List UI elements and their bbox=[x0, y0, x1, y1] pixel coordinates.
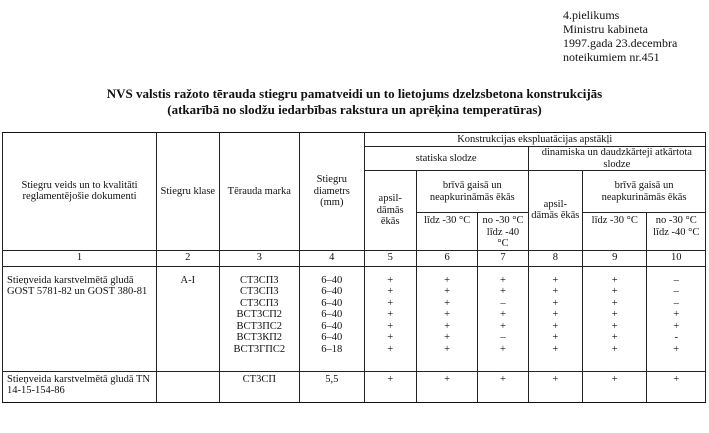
document-title: NVS valstis ražoto tērauda stiegru pamatveidi un to lietojums dzelzsbetona konstrukcijās bbox=[106, 86, 603, 101]
usage-mark: + bbox=[500, 320, 506, 332]
dynamic-minus40-marks bbox=[647, 266, 706, 371]
table-row-group2 bbox=[3, 371, 706, 402]
diameter-value: 5,5 bbox=[300, 371, 364, 402]
usage-mark: + bbox=[611, 309, 618, 321]
usage-mark: - bbox=[674, 332, 678, 344]
steel-grade: ВСТ3СП2 bbox=[236, 309, 283, 321]
usage-mark: – bbox=[500, 297, 506, 309]
diameter-value: 6–40 bbox=[321, 320, 343, 332]
diameter-list bbox=[300, 266, 364, 371]
header-dynamic-heated: apsil-dāmās ēkās bbox=[528, 171, 582, 251]
header-dynamic-open-air: brīvā gaisā un neapkurināmās ēkās bbox=[583, 171, 706, 213]
header-static-open-air: brīvā gaisā un neapkurināmās ēkās bbox=[416, 171, 528, 213]
usage-mark: + bbox=[500, 286, 506, 298]
usage-mark: + bbox=[444, 274, 451, 286]
steel-grade: ВСТ3ГПС2 bbox=[233, 344, 286, 356]
usage-mark: + bbox=[387, 344, 394, 356]
usage-mark: + bbox=[611, 344, 618, 356]
column-number: 1 bbox=[3, 250, 157, 266]
usage-mark: – bbox=[673, 274, 679, 286]
header-dynamic-to-minus30: līdz -30 °C bbox=[583, 213, 647, 251]
reinforcement-class: A-I bbox=[157, 266, 219, 371]
steel-grade: СТ3СП3 bbox=[240, 297, 279, 309]
usage-mark: + bbox=[552, 309, 559, 321]
usage-mark: – bbox=[673, 297, 679, 309]
header-static-heated: apsil-dāmās ēkās bbox=[364, 171, 416, 251]
steel-grade: ВСТ3КП2 bbox=[236, 332, 283, 344]
usage-mark: + bbox=[387, 297, 394, 309]
column-number-row bbox=[3, 250, 706, 266]
column-number: 3 bbox=[219, 250, 300, 266]
usage-mark: + bbox=[478, 371, 528, 402]
diameter-value: 6–40 bbox=[321, 309, 343, 321]
usage-mark: + bbox=[387, 332, 394, 344]
header-dynamic-to-minus40: no -30 °C līdz -40 °C bbox=[647, 213, 706, 251]
dynamic-heated-marks bbox=[528, 266, 582, 371]
steel-grade: ВСТ3ПС2 bbox=[236, 320, 283, 332]
static-heated-marks bbox=[364, 266, 416, 371]
usage-mark: + bbox=[444, 332, 451, 344]
usage-mark: – bbox=[673, 286, 679, 298]
header-static-to-minus30: līdz -30 °C bbox=[416, 213, 477, 251]
annex-issuer: Ministru kabineta bbox=[563, 22, 648, 36]
usage-mark: + bbox=[387, 320, 394, 332]
usage-mark: + bbox=[500, 344, 506, 356]
usage-mark: + bbox=[444, 320, 451, 332]
usage-mark: + bbox=[500, 309, 506, 321]
usage-mark: + bbox=[444, 297, 451, 309]
column-number: 6 bbox=[416, 250, 477, 266]
usage-mark: + bbox=[673, 320, 680, 332]
usage-mark: + bbox=[552, 332, 559, 344]
usage-mark: + bbox=[611, 286, 618, 298]
usage-mark: + bbox=[444, 309, 451, 321]
document-subtitle: (atkarībā no slodžu iedarbības rakstura un aprēķina temperatūras) bbox=[167, 102, 542, 117]
dynamic-minus30-marks bbox=[583, 266, 647, 371]
header-operating-conditions: Konstrukcijas ekspluatācijas apstākļi bbox=[364, 133, 705, 147]
usage-mark: + bbox=[387, 286, 394, 298]
usage-mark: + bbox=[552, 297, 559, 309]
reinforcement-type: Stieņveida karstvelmētā gludā TN 14-15-154-86 bbox=[3, 371, 157, 402]
annex-regulation: noteikumiem nr.451 bbox=[563, 50, 660, 64]
usage-mark: + bbox=[583, 371, 647, 402]
diameter-value: 6–40 bbox=[321, 332, 343, 344]
header-type: Stiegru veids un to kvalitāti reglamentējošie dokumenti bbox=[3, 133, 157, 251]
diameter-value: 6–40 bbox=[321, 286, 343, 298]
usage-mark: + bbox=[552, 286, 559, 298]
header-static-to-minus40: no -30 °C līdz -40 °C bbox=[478, 213, 528, 251]
steel-grade: СТ3СП bbox=[219, 371, 300, 402]
diameter-value: 6–40 bbox=[321, 274, 343, 286]
column-number: 7 bbox=[478, 250, 528, 266]
steel-grade: СТ3СП3 bbox=[240, 274, 279, 286]
column-number: 4 bbox=[300, 250, 364, 266]
usage-mark: + bbox=[611, 332, 618, 344]
usage-mark: + bbox=[387, 309, 394, 321]
reinforcement-type: Stieņveida karstvelmētā gludā GOST 5781-82 un GOST 380-81 bbox=[3, 266, 157, 371]
usage-mark: + bbox=[528, 371, 582, 402]
usage-mark: + bbox=[387, 274, 394, 286]
diameter-value: 6–18 bbox=[321, 344, 343, 356]
header-static-load: statiska slodze bbox=[364, 147, 528, 171]
steel-grade: СТ3СП3 bbox=[240, 286, 279, 298]
table-row-group1 bbox=[3, 266, 706, 371]
steel-grade-list bbox=[219, 266, 300, 371]
usage-mark: + bbox=[611, 320, 618, 332]
annex-date: 1997.gada 23.decembra bbox=[563, 36, 678, 50]
static-minus40-marks bbox=[478, 266, 528, 371]
usage-mark: + bbox=[444, 286, 451, 298]
diameter-value: 6–40 bbox=[321, 297, 343, 309]
reinforcement-class bbox=[157, 371, 219, 402]
usage-mark: + bbox=[611, 297, 618, 309]
usage-mark: + bbox=[500, 274, 506, 286]
column-number: 2 bbox=[157, 250, 219, 266]
column-number: 10 bbox=[647, 250, 706, 266]
header-diameter: Stiegru diametrs (mm) bbox=[300, 133, 364, 251]
static-minus30-marks bbox=[416, 266, 477, 371]
usage-mark: + bbox=[647, 371, 706, 402]
usage-mark: + bbox=[444, 344, 451, 356]
usage-mark: + bbox=[552, 344, 559, 356]
column-number: 5 bbox=[364, 250, 416, 266]
annex-number: 4.pielikums bbox=[563, 8, 620, 22]
usage-mark: + bbox=[552, 274, 559, 286]
header-steel-grade: Tērauda marka bbox=[219, 133, 300, 251]
reinforcement-table bbox=[2, 132, 706, 403]
annex-reference bbox=[563, 8, 703, 64]
usage-mark: + bbox=[673, 344, 680, 356]
column-number: 9 bbox=[583, 250, 647, 266]
usage-mark: + bbox=[552, 320, 559, 332]
column-number: 8 bbox=[528, 250, 582, 266]
header-class: Stiegru klase bbox=[157, 133, 219, 251]
usage-mark: + bbox=[673, 309, 680, 321]
usage-mark: + bbox=[416, 371, 477, 402]
usage-mark: + bbox=[611, 274, 618, 286]
header-dynamic-load: dinamiska un daudzkārteji atkārtota slodze bbox=[528, 147, 705, 171]
usage-mark: + bbox=[364, 371, 416, 402]
usage-mark: – bbox=[500, 332, 506, 344]
